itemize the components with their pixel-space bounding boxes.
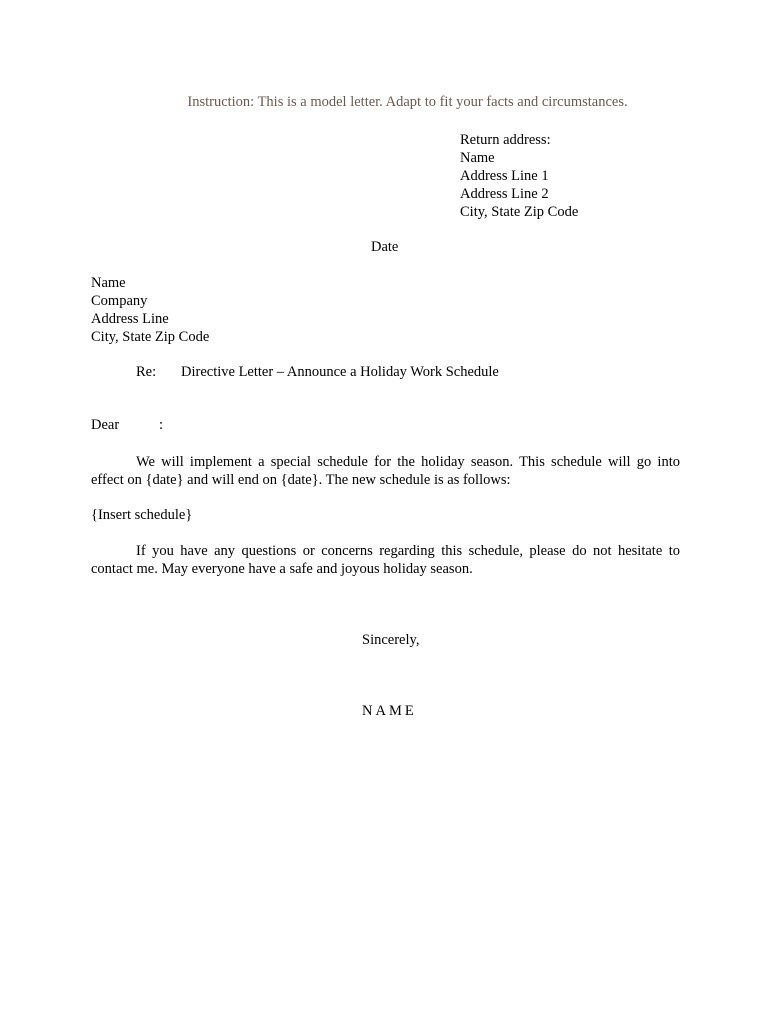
re-line: [136, 364, 499, 381]
re-label: Re:: [136, 364, 157, 380]
return-address-city-state-zip: City, State Zip Code: [460, 204, 579, 220]
recipient-name: Name: [91, 275, 126, 291]
signature-name: NAME: [362, 703, 417, 719]
salutation: [91, 417, 164, 434]
instruction-note: Instruction: This is a model letter. Adapt to fit your facts and circumstances.: [187, 94, 628, 110]
body-paragraph-2: If you have any questions or concerns regarding this schedule, please do not hesitate to contact me. May everyone have a safe and joyous holiday season.: [91, 543, 680, 577]
return-address-label: Return address:: [460, 132, 551, 148]
return-address-line2: Address Line 2: [460, 186, 549, 202]
letter-date: Date: [371, 239, 399, 255]
salutation-colon: :: [159, 417, 164, 433]
re-subject: Directive Letter – Announce a Holiday Work Schedule: [181, 364, 499, 380]
recipient-city-state-zip: City, State Zip Code: [91, 329, 210, 345]
schedule-placeholder: {Insert schedule}: [91, 507, 193, 523]
recipient-company: Company: [91, 293, 148, 309]
recipient-address-line: Address Line: [91, 311, 169, 327]
body-paragraph-1: We will implement a special schedule for the holiday season. This schedule will go into effect on {date} and will end on {date}. The new schedule is as follows:: [91, 454, 680, 488]
closing: Sincerely,: [362, 632, 420, 648]
recipient-address-block: [91, 274, 209, 346]
return-address-block: [460, 131, 578, 221]
return-address-line1: Address Line 1: [460, 168, 549, 184]
salutation-dear: Dear: [91, 417, 120, 433]
return-address-name: Name: [460, 150, 495, 166]
